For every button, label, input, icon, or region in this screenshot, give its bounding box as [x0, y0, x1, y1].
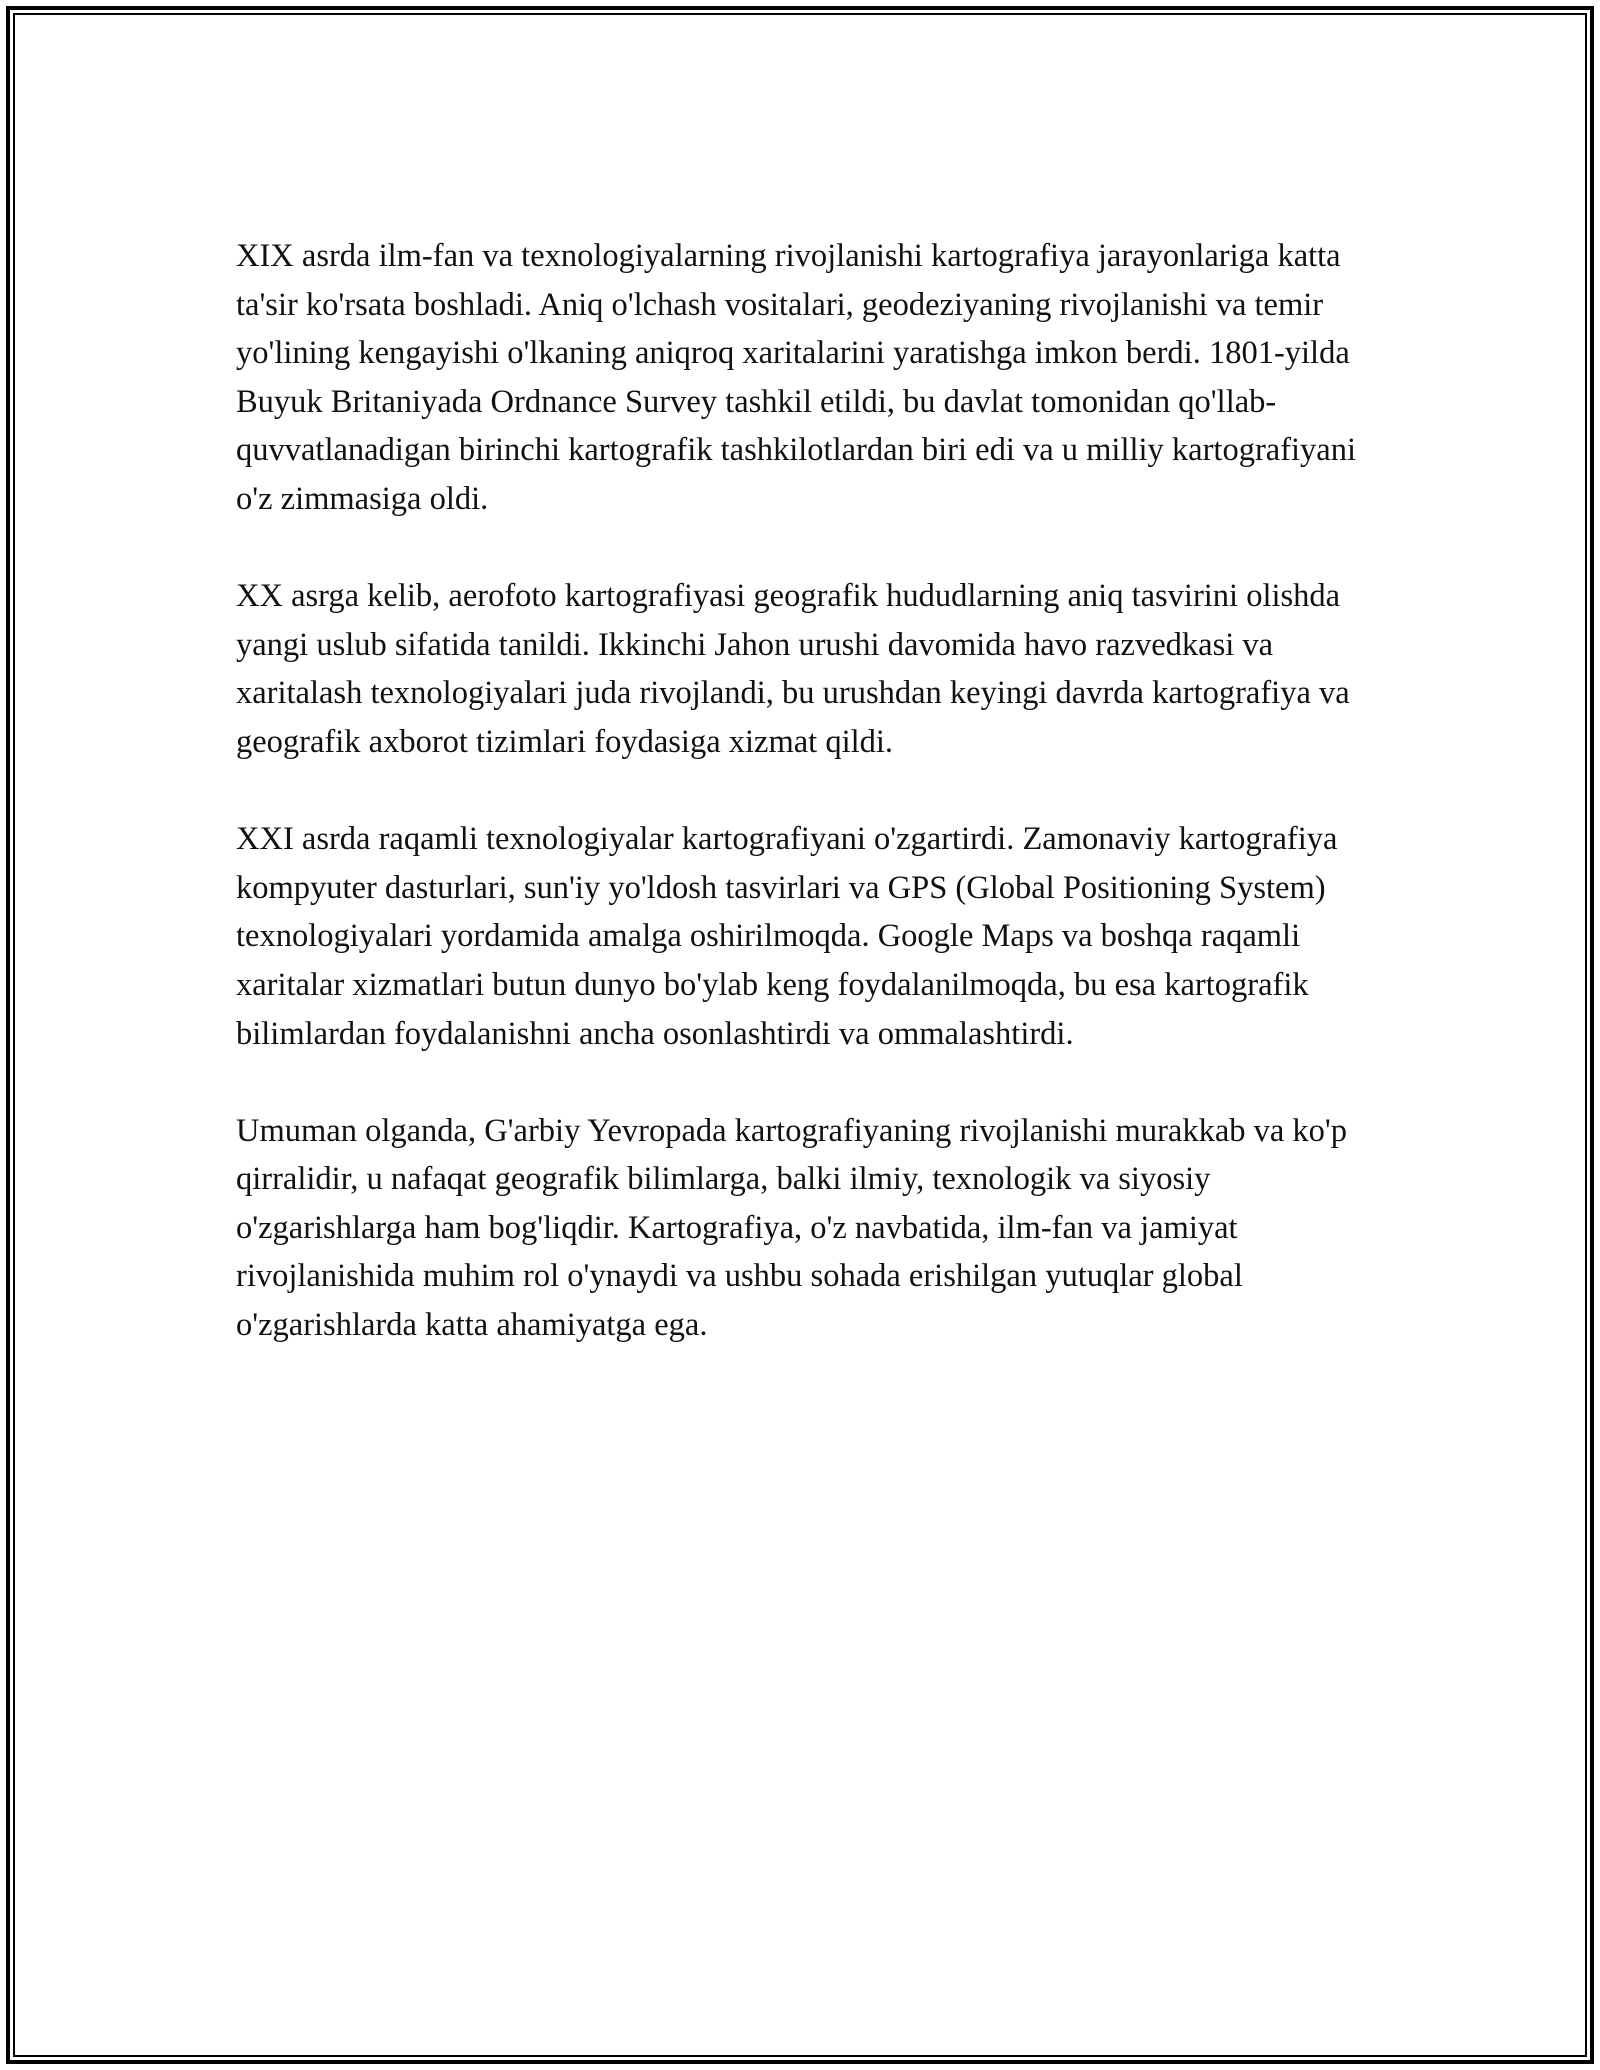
paragraph-19th-century: XIX asrda ilm-fan va texnologiyalarning rivojlanishi kartografiya jarayonlariga katta ta'sir ko'rsata boshladi. Aniq o'lchash vositalari, geodeziyaning rivojlanishi va temir yo'lining kengayishi o'lkaning aniqroq xaritalarini yaratishga imkon berdi. 1801-yilda Buyuk Britaniyada Ordnance Survey tashkil etildi, bu davlat tomonidan qo'llab-quvvatlanadigan birinchi kartografik tashkilotlardan biri edi va u milliy kartografiyani o'z zimmasiga oldi.	[236, 238, 1357, 517]
paragraph-conclusion: Umuman olganda, G'arbiy Yevropada kartografiyaning rivojlanishi murakkab va ko'p qirralidir, u nafaqat geografik bilimlarga, balki ilmiy, texnologik va siyosiy o'zgarishlarga ham bog'liqdir. Kartografiya, o'z navbatida, ilm-fan va jamiyat rivojlanishida muhim rol o'ynaydi va ushbu sohada erishilgan yutuqlar global o'zgarishlarda katta ahamiyatga ega.	[236, 1112, 1348, 1344]
paragraph-20th-century: XX asrga kelib, aerofoto kartografiyasi geografik hududlarning aniq tasvirini olishda yangi uslub sifatida tanildi. Ikkinchi Jahon urushi davomida havo razvedkasi va xaritalash texnologiyalari juda rivojlandi, bu urushdan keyingi davrda kartografiya va geografik axborot tizimlari foydasiga xizmat qildi.	[236, 578, 1350, 760]
paragraph-21st-century: XXI asrda raqamli texnologiyalar kartografiyani o'zgartirdi. Zamonaviy kartografiya kompyuter dasturlari, sun'iy yo'ldosh tasvirlari va GPS (Global Positioning System) texnologiyalari yordamida amalga oshirilmoqda. Google Maps va boshqa raqamli xaritalar xizmatlari butun dunyo bo'ylab keng foydalanilmoqda, bu esa kartografik bilimlardan foydalanishni ancha osonlashtirdi va ommalashtirdi.	[236, 821, 1338, 1052]
document-body	[236, 232, 1376, 1398]
